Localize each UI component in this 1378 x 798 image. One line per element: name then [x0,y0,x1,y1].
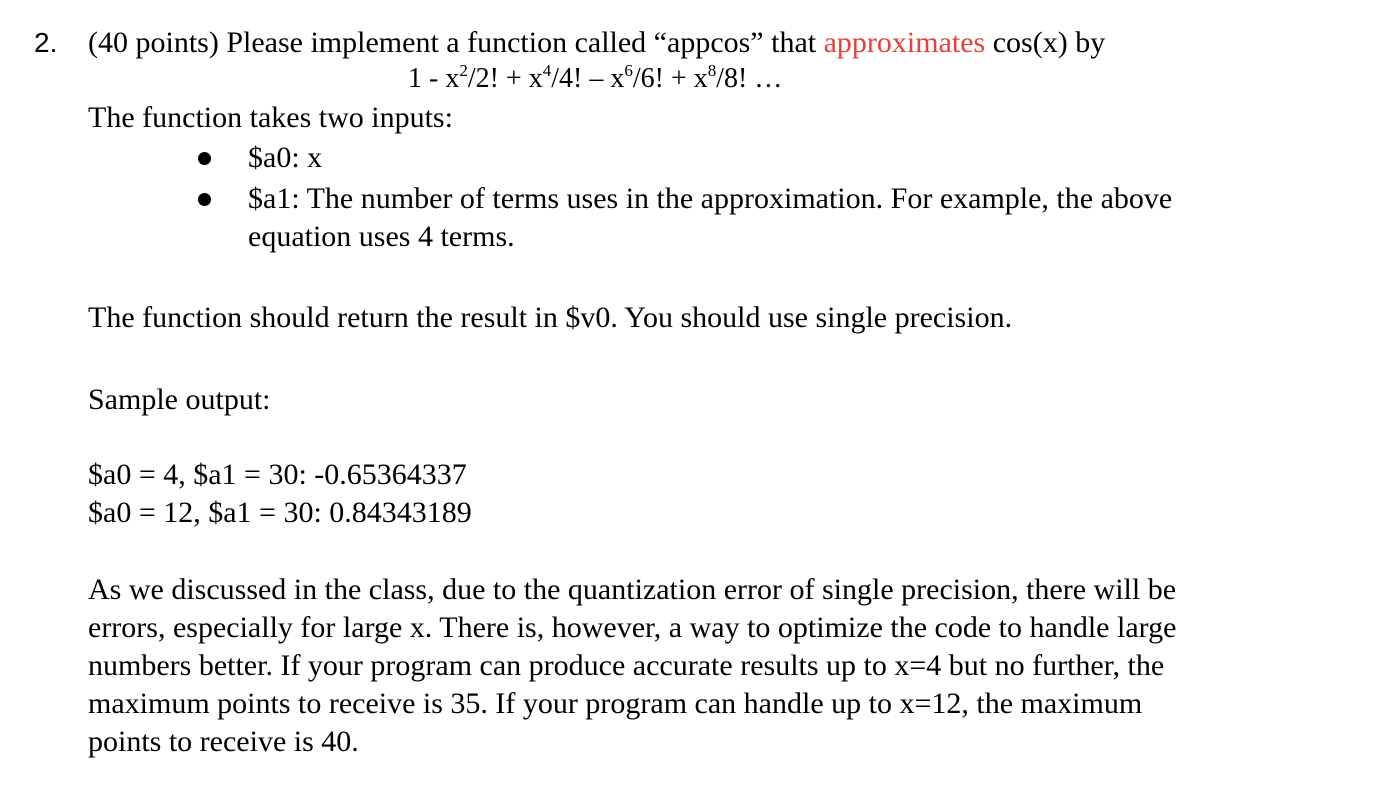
input-a1-line2: equation uses 4 terms. [248,220,515,253]
question-points: (40 points) [88,26,219,59]
sample-output-line: $a0 = 4, $a1 = 30: -0.65364337 [88,458,467,491]
bullet-icon [198,152,211,165]
input-a0: $a0: x [248,141,323,174]
cosine-series-formula [408,60,782,98]
formula-term: /2! + x [467,63,543,94]
highlighted-word: approximates [823,26,986,59]
question-intro-end: cos(x) by [985,26,1106,59]
sample-output-label: Sample output: [88,383,271,416]
formula-exponent: 8 [707,61,717,80]
paragraph-line: As we discussed in the class, due to the quantization error of single precision, there will be [88,573,1177,606]
question-number: 2. [34,27,58,58]
return-statement: The function should return the result in $v0. You should use single precision. [88,301,1013,334]
paragraph-line: errors, especially for large x. There is, however, a way to optimize the code to handle large [88,611,1177,644]
formula-term: /6! + x [632,63,708,94]
formula-term: /4! – x [551,63,625,94]
formula-exponent: 2 [459,61,468,80]
formula-exponent: 4 [542,61,552,80]
sample-output-line: $a0 = 12, $a1 = 30: 0.84343189 [88,496,472,529]
formula-exponent: 6 [624,61,633,80]
paragraph-line: points to receive is 40. [88,725,359,758]
paragraph-line: maximum points to receive is 35. If your program can handle up to x=12, the maximum [88,687,1143,720]
paragraph-line: numbers better. If your program can produce accurate results up to x=4 but no further, the [88,649,1165,682]
formula-term: 1 - x [408,63,460,94]
bullet-icon [198,193,211,206]
question-intro: Please implement a function called “appcos” that [226,26,824,59]
inputs-intro: The function takes two inputs: [88,101,453,134]
formula-term: /8! … [716,63,783,94]
closing-paragraph [88,571,1288,761]
input-a1-line1: $a1: The number of terms uses in the approximation. For example, the above [248,182,1173,215]
question-header [88,24,1105,62]
